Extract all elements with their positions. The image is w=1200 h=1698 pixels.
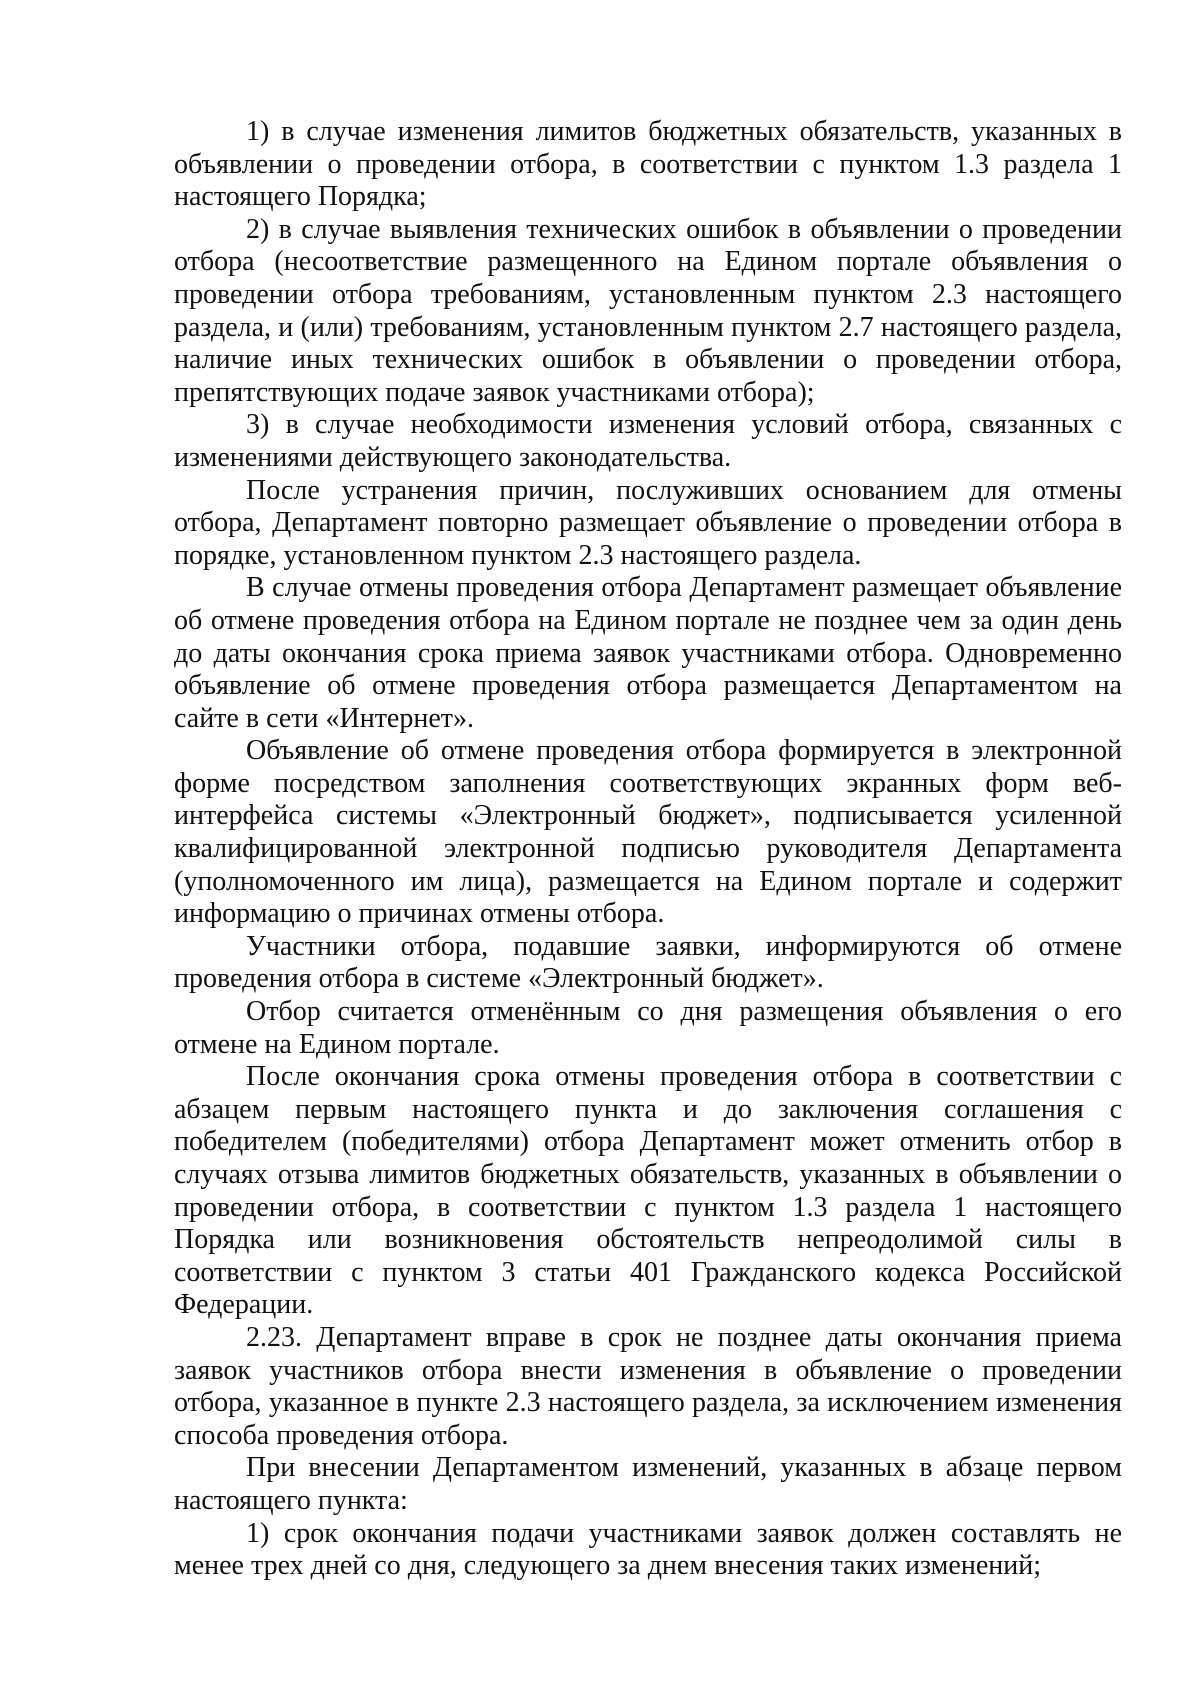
paragraph-electronic-form: Объявление об отмене проведения отбора формируется в электронной форме посредством заполнения соответствующих экранных форм веб-интерфейса системы «Электронный бюджет», подписывается усиленной квалифицированной электронной подписью руководителя Департамента (уполномоченного им лица), размещается на Едином портале и содержит информацию о причинах отмены отбора.	[174, 735, 1122, 930]
paragraph-cancellation-notice: В случае отмены проведения отбора Департамент размещает объявление об отмене проведения отбора на Едином портале не позднее чем за один день до даты окончания срока приема заявок участниками отбора. Одновременно объявление об отмене проведения отбора размещается Департаментом на сайте в сети «Интернет».	[174, 572, 1122, 734]
paragraph-item-1-limits: 1) в случае изменения лимитов бюджетных обязательств, указанных в объявлении о проведении отбора, в соответствии с пунктом 1.3 раздела 1 настоящего Порядка;	[174, 116, 1122, 213]
paragraph-cancelled-date: Отбор считается отменённым со дня размещения объявления о его отмене на Едином портале.	[174, 996, 1122, 1060]
paragraph-item-3-legislation: 3) в случае необходимости изменения условий отбора, связанных с изменениями действующего законодательства.	[174, 409, 1122, 473]
paragraph-section-2-23: 2.23. Департамент вправе в срок не позднее даты окончания приема заявок участников отбора внести изменения в объявление о проведении отбора, указанное в пункте 2.3 настоящего раздела, за исключением изменения способа проведения отбора.	[174, 1321, 1122, 1451]
paragraph-when-changes-made: При внесении Департаментом изменений, указанных в абзаце первом настоящего пункта:	[174, 1452, 1122, 1516]
paragraph-deadline-rule: 1) срок окончания подачи участниками заявок должен составлять не менее трех дней со дня, следующего за днем внесения таких изменений;	[174, 1517, 1122, 1582]
paragraph-later-cancellation: После окончания срока отмены проведения отбора в соответствии с абзацем первым настоящего пункта и до заключения соглашения с победителем (победителями) отбора Департамент может отменить отбор в случаях отзыва лимитов бюджетных обязательств, указанных в объявлении о проведении отбора, в соответствии с пунктом 1.3 раздела 1 настоящего Порядка или возникновения обстоятельств непреодолимой силы в соответствии с пунктом 3 статьи 401 Гражданского кодекса Российской Федерации.	[174, 1061, 1122, 1321]
paragraph-repost-after-fix: После устранения причин, послуживших основанием для отмены отбора, Департамент повторно размещает объявление о проведении отбора в порядке, установленном пунктом 2.3 настоящего раздела.	[174, 474, 1122, 571]
document-body	[174, 116, 1122, 1583]
paragraph-participants-informed: Участники отбора, подавшие заявки, информируются об отмене проведения отбора в системе «Электронный бюджет».	[174, 930, 1122, 995]
paragraph-item-2-technical-errors: 2) в случае выявления технических ошибок в объявлении о проведении отбора (несоответствие размещенного на Едином портале объявления о проведении отбора требованиям, установленным пунктом 2.3 настоящего раздела, и (или) требованиям, установленным пунктом 2.7 настоящего раздела, наличие иных технических ошибок в объявлении о проведении отбора, препятствующих подаче заявок участниками отбора);	[174, 213, 1122, 408]
